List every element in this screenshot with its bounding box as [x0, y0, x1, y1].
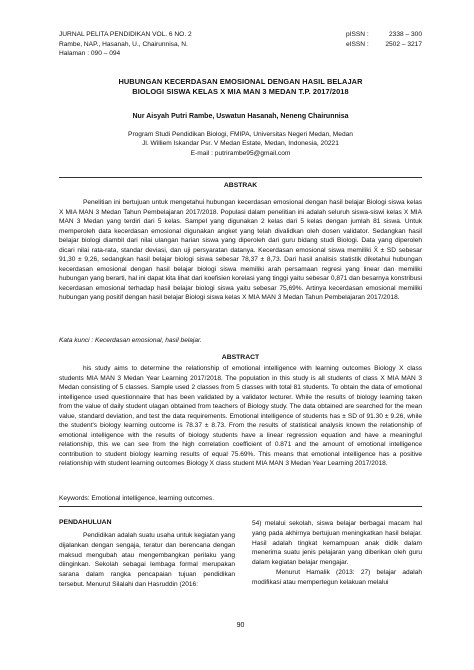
abstrak-keywords: Kata kunci : Kecerdasan emosional, hasil belajar. — [59, 337, 202, 344]
abstract-keywords: Keywords: Emotional intelligence, learning outcomes. — [59, 495, 215, 502]
pendahuluan-right-column — [252, 519, 422, 588]
pendahuluan-right-text-2: Menurut Hamalik (2013: 27) belajar adalah modifikasi atau mempertegun kelakuan melalui — [252, 568, 422, 586]
title-line-1: HUBUNGAN KECERDASAN EMOSIONAL DENGAN HASIL BELAJAR — [118, 77, 363, 86]
pendahuluan-right-text-1: 54) melalui sekolah, siswa belajar berbagai macam hal yang pada akhirnya bertujuan meningkatkan hasil belajar. Hasil adalah tingkat kemampuan anak didik dalam menerima suatu jenis pelajaran yang diberikan oleh guru dalam kegiatan belajar mengajar. — [252, 520, 422, 567]
paper-title — [59, 77, 422, 98]
affiliation — [59, 130, 422, 158]
divider-top — [59, 177, 422, 178]
abstrak-heading: ABSTRAK — [223, 182, 258, 189]
pendahuluan-left-column — [59, 531, 235, 590]
page-number: 90 — [236, 622, 245, 629]
journal-name: JURNAL PELITA PENDIDIKAN VOL. 6 NO. 2 — [59, 31, 192, 38]
abstract-body — [59, 364, 422, 469]
abstract-text: his study aims to determine the relationship of emotional intelligence with learning outcomes Biology X class students MIA MAN 3 Medan Year Learning 2017/2018. The population in this study is all students of class X MIA MAN 3 Medan consisting of 5 classes. Sample used 2 classes from 5 classes with total 81 students. To obtain the data of emotional intelligence used questionnaire that has been validated by a validator lecturer. While the results of biology learning taken from the value of daily student ulagan obtained from teachers of Biology study. The data obtained are searched for the mean value, standard deviation, and test the data requirements. Emotional intelligence of students has ± SD of 91.30 ± 9.26, while the student's biology learning outcome is 78.37 ± 8.73. From the results of statistical analysis known the relationship of emotional intelligence with the results of biology students have a linear regression equation and have a meaningful relationship, this we can see from the high correlation coefficient of 0.871 and the amount of emotional intelligence contribution to student biology learning results of equal 75.69%. This means that emotional intelligence has a positive relationship with student learning outcomes Biology X class student MIA MAN 3 Medan Year Learning 2017/2018. — [59, 365, 422, 468]
abstrak-text: Penelitian ini bertujuan untuk mengetahui hubungan kecerdasan emosional dengan hasil belajar Biologi siswa kelas X MIA MAN 3 Medan Tahun Pembelajaran 2017/2018. Populasi dalam penelitian ini adalah seluruh siswa-siswi kelas X MIA MAN 3 Medan yang terdiri dari 5 kelas. Sampel yang digunakan 2 kelas dari 5 kelas dengan jumlah 81 siswa. Untuk memperoleh data kecerdasan emosional digunakan angket yang telah divalidkan oleh dosen validator. Sedangkan hasil belajar biologi diambil dari nilai ulangan harian siswa yang diperoleh dari guru bidang studi Biologi. Data yang diperoleh dicari nilai rata-rata, standar deviasi, dan uji persyaratan datanya. Kecerdasan emosional siswa memiliki X̄ ± SD sebesar 91,30 ± 9,26, sedangkan hasil belajar biologi siswa sebesar 78,37 ± 8,73. Dari hasil analisis statistik diketahui hubungan kecerdasan emosional dengan hasil belajar biologi siswa memiliki arah persamaan regresi yang linear dan memiliki hubungan yang berarti, hal ini dapat kita lihat dari koefisien korelasi yang tinggi yaitu sebesar 0,871 dan besarnya konstribusi kecerdasan emosional terhadap hasil belajar biologi siswa yaitu sebesar 75,69%. Artinya kecerdasan emosional memiliki hubungan yang positif dengan hasil belajar Biologi siswa kelas X MIA MAN 3 Medan Tahun Pembelajaran 2017/2018. — [59, 199, 422, 302]
page-range: Halaman : 090 – 094 — [59, 50, 121, 58]
affiliation-email: E-mail : putrirambe95@gmail.com — [190, 149, 291, 157]
eissn — [346, 40, 422, 50]
header-right — [346, 30, 422, 49]
authors-short: Rambe, NAP., Hasanah, U., Chairunnisa, N. — [59, 40, 188, 48]
pendahuluan-right-para-2 — [252, 568, 422, 588]
eissn-label: eISSN : — [346, 40, 369, 48]
pissn-label: pISSN : — [346, 31, 369, 38]
abstract-heading: ABSTRACT — [221, 354, 260, 361]
header-left — [59, 30, 192, 59]
pissn — [346, 30, 422, 40]
paper-authors: Nur Aisyah Putri Rambe, Uswatun Hasanah, Neneng Chairunnisa — [132, 113, 349, 120]
pissn-value: 2338 – 300 — [388, 31, 422, 38]
eissn-value: 2502 – 3217 — [385, 40, 422, 48]
title-line-2: BIOLOGI SISWA KELAS X MIA MAN 3 MEDAN T.P. 2017/2018 — [132, 87, 349, 97]
abstrak-body — [59, 198, 422, 303]
pendahuluan-left-text: Pendidikan adalah suatu usaha untuk kegiatan yang dijalankan dengan sengaja, teratur dan berencana dengan maksud mengubah atau mengembangkan perilaku yang diinginkan. Sekolah sebagai lembaga formal merupakan sarana dalam rangka pencapaian tujuan pendidikan tersebut. Menurut Silalahi dan Hasruddin (2016: — [59, 532, 235, 588]
divider-bottom — [59, 506, 422, 507]
affiliation-line-1: Program Studi Pendidikan Biologi, FMIPA, Universitas Negeri Medan, Medan — [128, 131, 353, 138]
pendahuluan-heading: PENDAHULUAN — [59, 519, 112, 526]
affiliation-line-2: Jl. Williem Iskandar Psr. V Medan Estate, Medan, Indonesia, 20221 — [142, 140, 339, 148]
